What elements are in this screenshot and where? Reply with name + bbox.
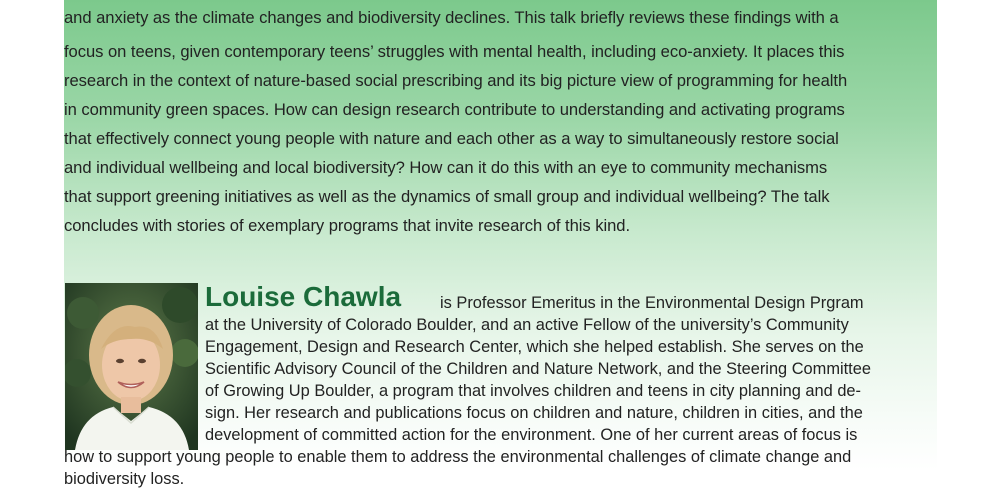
bio-line: Scientific Advisory Council of the Children and Nature Network, and the Steering Committee <box>205 360 871 378</box>
abstract-line: and individual wellbeing and local biodiversity? How can it do this with an eye to community mechanisms <box>64 158 828 177</box>
bio-line: is Professor Emeritus in the Environmental Design Prgram <box>440 294 864 312</box>
portrait-illustration <box>65 283 198 450</box>
bio-line: biodiversity loss. <box>64 470 185 488</box>
bio-line: Engagement, Design and Research Center, which she helped establish. She serves on the <box>205 338 864 356</box>
abstract-line: research in the context of nature-based social prescribing and its big picture view of programming for health <box>64 71 848 90</box>
bio-line: sign. Her research and publications focus on children and nature, children in cities, and the <box>205 404 863 422</box>
bio-line: at the University of Colorado Boulder, and an active Fellow of the university’s Community <box>205 316 849 334</box>
abstract-line: concludes with stories of exemplary programs that invite research of this kind. <box>64 216 631 235</box>
speaker-photo <box>65 283 198 450</box>
bio-line: development of committed action for the environment. One of her current areas of focus is <box>205 426 858 444</box>
abstract-line: that effectively connect young people with nature and each other as a way to simultaneously restore social <box>64 129 839 148</box>
abstract-line: focus on teens, given contemporary teens’ struggles with mental health, including eco-anxiety. It places this <box>64 42 845 61</box>
abstract-line: in community green spaces. How can design research contribute to understanding and activating programs <box>64 100 845 119</box>
bio-line: how to support young people to enable them to address the environmental challenges of climate change and <box>64 448 852 466</box>
abstract-line: and anxiety as the climate changes and biodiversity declines. This talk briefly reviews these findings with a <box>64 8 839 27</box>
speaker-name: Louise Chawla <box>205 281 402 312</box>
abstract-line: that support greening initiatives as well as the dynamics of small group and individual wellbeing? The talk <box>64 187 830 206</box>
bio-line: of Growing Up Boulder, a program that involves children and teens in city planning and de- <box>205 382 862 400</box>
